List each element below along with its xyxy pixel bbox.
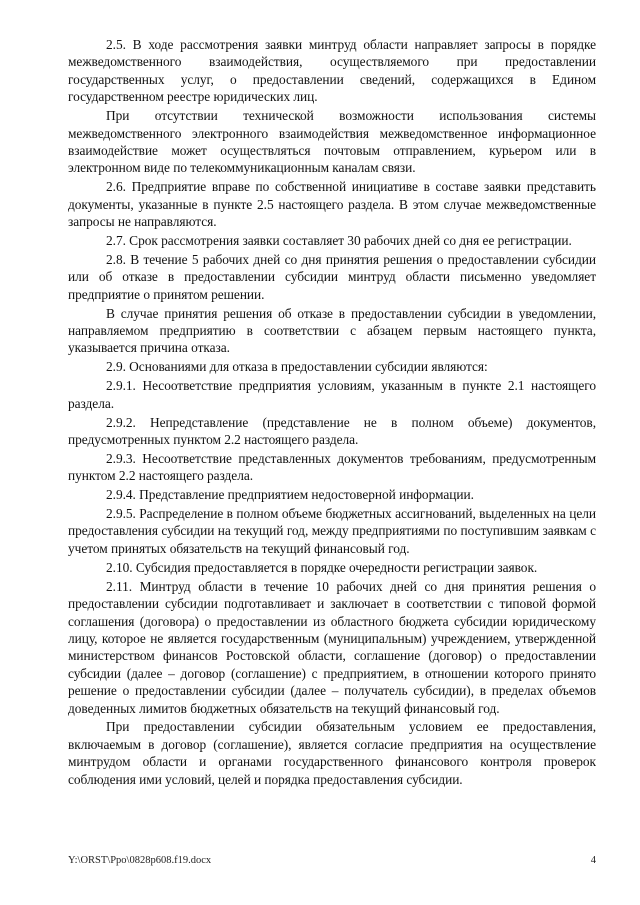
paragraph-2-11: 2.11. Минтруд области в течение 10 рабочих дней со дня принятия решения о предоставлении субсидии подготавливает и заключает в соответствии с типовой формой соглашения (договора) о предоставлении из областного бюджета субсидии юридическому лицу, которое не является государственным (муниципальным) учреждением, утвержденной министерством финансов Ростовской области, соглашение (договор) о предоставлении субсидии (далее – договор (соглашение) с предприятием, в отношении которого принято решение о предоставлении субсидии (далее – получатель субсидии), в пределах объемов доведенных лимитов бюджетных обязательств на текущий финансовый год. xyxy=(68,578,596,716)
paragraph-2-7: 2.7. Срок рассмотрения заявки составляет 30 рабочих дней со дня ее регистрации. xyxy=(106,232,572,248)
paragraph-2-9-3: 2.9.3. Несоответствие представленных документов требованиям, предусмотренным пунктом 2.2 настоящего раздела. xyxy=(68,450,596,484)
paragraph-2-8: 2.8. В течение 5 рабочих дней со дня принятия решения о предоставлении субсидии или об отказе в предоставлении субсидии минтруд области письменно уведомляет предприятие о принятом решении. xyxy=(68,251,596,302)
paragraph-2-6: 2.6. Предприятие вправе по собственной инициативе в составе заявки представить документы, указанные в пункте 2.5 настоящего раздела. В этом случае межведомственные запросы не направляются. xyxy=(68,179,596,230)
paragraph-2-10: 2.10. Субсидия предоставляется в порядке очередности регистрации заявок. xyxy=(106,559,538,575)
paragraph-2-9-2: 2.9.2. Непредставление (представление не в полном объеме) документов, предусмотренных пунктом 2.2 настоящего раздела. xyxy=(68,414,596,447)
paragraph-2-9-4: 2.9.4. Представление предприятием недостоверной информации. xyxy=(106,487,474,503)
paragraph-mandatory-condition: При предоставлении субсидии обязательным условием ее предоставления, включаемым в договор (соглашение), является согласие предприятия на осуществление минтрудом области и органами государственного финансового контроля проверок соблюдения ими условий, целей и порядка предоставления субсидии. xyxy=(68,719,596,787)
document-body xyxy=(68,36,596,790)
paragraph-2-5: 2.5. В ходе рассмотрения заявки минтруд области направляет запросы в порядке межведомственного взаимодействия, осуществляемого при предоставлении государственных услуг, о предоставлении сведений, содержащихся в Едином государственном реестре юридических лиц. xyxy=(68,37,596,105)
paragraph-refusal-notice: В случае принятия решения об отказе в предоставлении субсидии в уведомлении, направляемом предприятию в соответствии с абзацем первым настоящего пункта, указывается причина отказа. xyxy=(68,305,596,356)
paragraph-2-9-5: 2.9.5. Распределение в полном объеме бюджетных ассигнований, выделенных на цели предоставления субсидии на текущий год, между предприятиями по поступившим заявкам с учетом принятых обязательств на текущий финансовый год. xyxy=(68,506,596,556)
paragraph-2-9: 2.9. Основаниями для отказа в предоставлении субсидии являются: xyxy=(106,359,488,375)
paragraph-2-9-1: 2.9.1. Несоответствие предприятия условиям, указанным в пункте 2.1 настоящего раздела. xyxy=(68,378,596,411)
footer-file-path: Y:\ORST\Ppo\0828p608.f19.docx xyxy=(68,855,212,866)
footer-page-number: 4 xyxy=(590,855,596,866)
paragraph-no-tech-possibility: При отсутствии технической возможности использования системы межведомственного электронного взаимодействия межведомственное информационное взаимодействие может осуществляться почтовым отправлением, курьером или в электронном виде по телекоммуникационным каналам связи. xyxy=(68,108,596,176)
